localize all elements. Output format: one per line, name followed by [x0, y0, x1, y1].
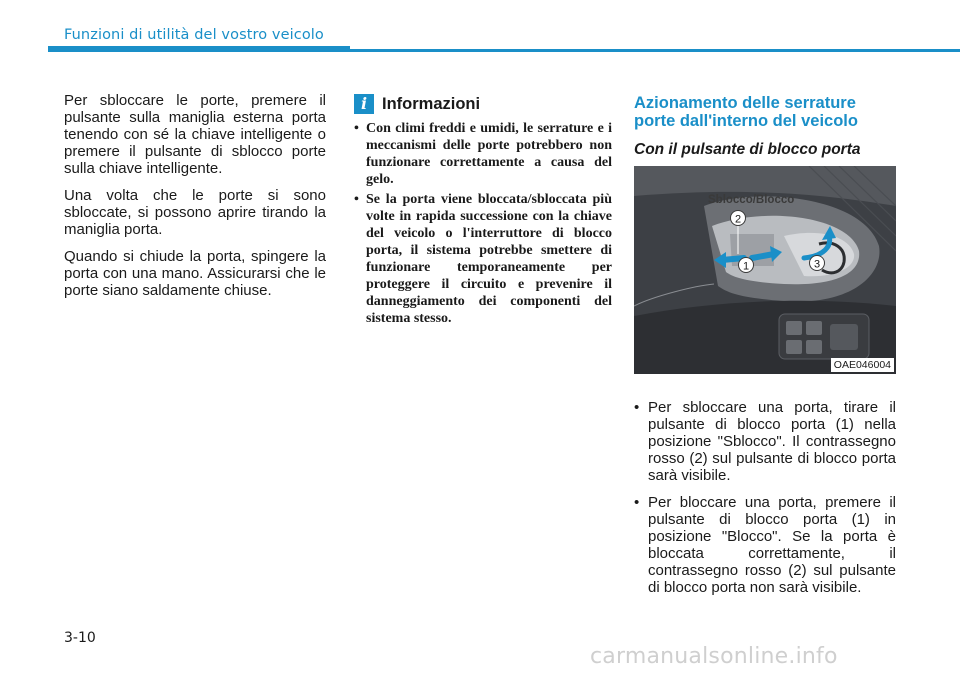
svg-text:1: 1 [742, 260, 750, 273]
info-title: Informazioni [382, 94, 481, 113]
page-number: 3-10 [64, 630, 96, 646]
callout-2 [731, 211, 746, 226]
section-title: Azionamento delle serrature porte dall'interno del veicolo [634, 94, 858, 130]
door-lock-figure [634, 166, 896, 374]
info-item: • Con climi freddi e umidi, le serrature e i meccanismi delle porte potrebbero non funzionare correttamente a causa del gelo. [354, 121, 612, 187]
bullet-icon: • [354, 192, 359, 207]
bullet-icon: • [634, 399, 640, 416]
paragraph: Una volta che le porte si sono sbloccate, si possono aprire tirando la maniglia porta. [64, 187, 326, 238]
bullet-icon: • [354, 121, 359, 136]
instructions-list [634, 399, 896, 596]
bullet-icon: • [634, 494, 640, 511]
figure-label: Sblocco/Blocco [708, 194, 795, 206]
paragraph: Quando si chiude la porta, spingere la porta con una mano. Assicurarsi che le porte siano saldamente chiuse. [64, 248, 326, 299]
info-header [354, 94, 612, 114]
figure-callouts [634, 166, 896, 374]
svg-text:2: 2 [734, 213, 742, 226]
section-header-title: Funzioni di utilità del vostro veicolo [64, 27, 324, 43]
watermark: carmanualsonline.info [590, 644, 838, 669]
instruction-item: • Per sbloccare una porta, tirare il pulsante di blocco porta (1) nella posizione "Sblocco". Il contrassegno rosso (2) sul pulsante di blocco porta sarà visibile. [634, 399, 896, 484]
paragraph: Per sbloccare le porte, premere il pulsante sulla maniglia esterna porta tenendo con sé la chiave intelligente o premere il pulsante di sblocco porte sulla chiave intelligente. [64, 92, 326, 177]
subsection-title: Con il pulsante di blocco porta [634, 141, 861, 158]
info-list [354, 120, 612, 327]
header-rule [64, 49, 960, 52]
callout-1 [739, 258, 754, 273]
instruction-item: • Per bloccare una porta, premere il pulsante di blocco porta (1) in posizione "Blocco". Se la porta è bloccata correttamente, il contrassegno rosso (2) sul pulsante di blocco porta non sarà visibile. [634, 494, 896, 596]
info-box [354, 92, 612, 330]
info-icon: i [354, 94, 374, 114]
left-column [64, 92, 326, 309]
info-item: • Se la porta viene bloccata/sbloccata più volte in rapida successione con la chiave del veicolo o l'interruttore di blocco porta, il sistema potrebbe smettere di funzionare temporaneamente per proteggere il circuito e prevenire il danneggiamento dei componenti del sistema stesso. [354, 192, 612, 326]
right-column [634, 92, 896, 606]
callout-3 [810, 256, 825, 271]
figure-code: OAE046004 [831, 358, 894, 372]
svg-text:3: 3 [813, 258, 821, 271]
